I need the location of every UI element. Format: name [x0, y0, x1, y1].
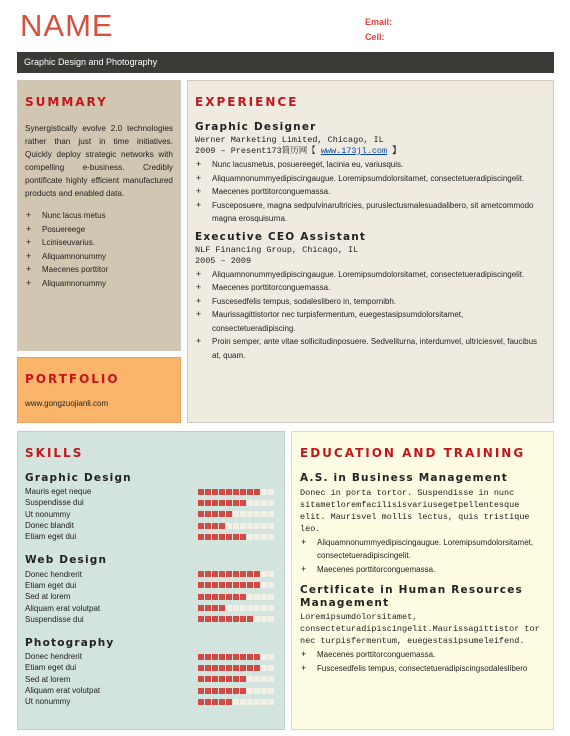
- skill-level-filled: [233, 571, 239, 577]
- skill-level-empty: [254, 676, 260, 682]
- skill-row: [25, 614, 284, 625]
- skill-level-empty: [254, 511, 260, 517]
- skill-level-filled: [219, 571, 225, 577]
- education-bullet-list: [300, 536, 545, 577]
- skill-level-filled: [233, 534, 239, 540]
- skill-label: Sed at lorem: [25, 592, 71, 602]
- skill-level-filled: [240, 688, 246, 694]
- summary-text: Synergistically evolve 2.0 technologies rather than just in time initiatives. Quickly deploy strategic networks with compelling e-business. Credibly pontificate highly efficient manufactured products and enabled data.: [25, 124, 173, 198]
- skill-level-filled: [198, 489, 204, 495]
- skill-level-empty: [254, 699, 260, 705]
- skill-level-filled: [240, 616, 246, 622]
- skill-level-filled: [226, 699, 232, 705]
- job-bullet: + Proin semper, ante vitae sollicitudinposuere. Sedveliturna, interdumvel, ultriciesvel, faucibus at, quam.: [195, 335, 545, 362]
- summary-title: SUMMARY: [25, 95, 108, 109]
- skill-group: [25, 472, 284, 542]
- skill-level-filled: [233, 594, 239, 600]
- skill-level-empty: [240, 523, 246, 529]
- tagline-text: Graphic Design and Photography: [24, 57, 158, 67]
- skill-level-filled: [198, 699, 204, 705]
- skill-level-empty: [261, 605, 267, 611]
- portfolio-panel: [17, 357, 181, 423]
- skill-level-filled: [212, 489, 218, 495]
- skill-level-empty: [233, 605, 239, 611]
- skill-level-empty: [261, 571, 267, 577]
- skill-level-filled: [240, 582, 246, 588]
- skill-group: [25, 637, 284, 707]
- job-dates: [195, 256, 545, 267]
- skill-label: Mauris eget neque: [25, 487, 92, 497]
- skill-level-filled: [205, 699, 211, 705]
- skill-level-empty: [268, 594, 274, 600]
- summary-bullet: + Nunc lacus metus: [25, 209, 173, 223]
- skill-label: Donec hendrerit: [25, 569, 82, 579]
- skill-level-bar: [198, 688, 274, 694]
- skill-level-filled: [198, 571, 204, 577]
- skill-level-filled: [240, 489, 246, 495]
- skill-level-filled: [247, 616, 253, 622]
- skill-level-filled: [219, 688, 225, 694]
- skill-level-filled: [212, 676, 218, 682]
- skill-level-bar: [198, 665, 274, 671]
- skill-level-filled: [233, 582, 239, 588]
- skill-label: Suspendisse dui: [25, 498, 84, 508]
- job-dates-text: 2005 – 2009: [195, 255, 252, 266]
- skill-label: Ut nonummy: [25, 697, 71, 707]
- skill-level-bar: [198, 511, 274, 517]
- skill-level-empty: [268, 699, 274, 705]
- skill-level-filled: [233, 616, 239, 622]
- skill-level-filled: [205, 654, 211, 660]
- skill-level-empty: [226, 523, 232, 529]
- summary-bullet: + Posuereege: [25, 223, 173, 237]
- skill-level-bar: [198, 500, 274, 506]
- skill-level-filled: [212, 571, 218, 577]
- skill-level-filled: [212, 699, 218, 705]
- skill-level-filled: [219, 676, 225, 682]
- skill-label: Etiam eget dui: [25, 663, 77, 673]
- education-bullet: + Fuscesedfelis tempus, consectetueradipiscingsodaleslibero: [300, 662, 545, 676]
- skill-level-filled: [254, 582, 260, 588]
- skill-level-empty: [247, 534, 253, 540]
- skill-level-filled: [212, 616, 218, 622]
- job-bullet: + Maecenes porttitorconguemassa.: [195, 281, 545, 295]
- skill-level-empty: [240, 605, 246, 611]
- job-bullet: + Aliquamnonummyedipiscingaugue. Loremipsumdolorsitamet, consectetueradipiscingelit.: [195, 172, 545, 186]
- skill-level-empty: [261, 654, 267, 660]
- skill-level-filled: [226, 594, 232, 600]
- skill-level-filled: [233, 688, 239, 694]
- skill-level-filled: [198, 616, 204, 622]
- education-entry: [300, 584, 545, 675]
- skill-level-filled: [198, 605, 204, 611]
- skill-level-filled: [226, 665, 232, 671]
- skill-level-filled: [254, 489, 260, 495]
- skill-level-filled: [212, 523, 218, 529]
- skill-level-filled: [226, 511, 232, 517]
- skill-level-filled: [219, 582, 225, 588]
- skill-level-filled: [219, 699, 225, 705]
- skill-level-filled: [226, 489, 232, 495]
- skill-level-filled: [247, 654, 253, 660]
- education-panel: [291, 431, 554, 730]
- skill-group-title: Photography: [25, 636, 115, 649]
- skill-level-filled: [240, 500, 246, 506]
- skill-level-filled: [226, 654, 232, 660]
- skill-level-filled: [205, 523, 211, 529]
- skill-level-filled: [254, 665, 260, 671]
- skill-level-filled: [240, 665, 246, 671]
- skill-level-empty: [247, 511, 253, 517]
- skill-level-filled: [226, 688, 232, 694]
- skill-level-filled: [198, 582, 204, 588]
- skill-level-bar: [198, 654, 274, 660]
- skill-level-empty: [226, 605, 232, 611]
- skill-level-filled: [240, 571, 246, 577]
- skill-level-bar: [198, 571, 274, 577]
- education-entry-desc: Donec in porta tortor. Suspendisse in nunc sitametloremfacilisisvariusegetpellentesque elit. Maurisvel mollis lectus, quis tristique leo.: [300, 487, 530, 534]
- skill-level-filled: [219, 654, 225, 660]
- skill-level-filled: [205, 511, 211, 517]
- skill-level-filled: [240, 676, 246, 682]
- skill-level-empty: [268, 688, 274, 694]
- skill-level-filled: [219, 523, 225, 529]
- resume-name: NAME: [20, 8, 114, 43]
- education-bullet-list: [300, 648, 545, 675]
- job-list: [195, 121, 545, 362]
- skill-level-bar: [198, 523, 274, 529]
- skill-level-empty: [268, 534, 274, 540]
- skill-level-empty: [268, 654, 274, 660]
- education-entry-title: Certificate in Human Resources Management: [300, 584, 523, 609]
- skill-row: [25, 486, 284, 497]
- skill-level-empty: [268, 582, 274, 588]
- skill-level-filled: [247, 571, 253, 577]
- skill-level-filled: [219, 616, 225, 622]
- skill-level-bar: [198, 616, 274, 622]
- skill-level-filled: [233, 500, 239, 506]
- skill-level-filled: [198, 688, 204, 694]
- skill-level-bar: [198, 605, 274, 611]
- skill-level-bar: [198, 534, 274, 540]
- skill-level-filled: [219, 500, 225, 506]
- skill-level-filled: [205, 500, 211, 506]
- job-bullet: + Maurissagittistortor nec turpisfermentum, euegestasipsumdolorsitamet, consectetueradipiscing.: [195, 308, 545, 335]
- skill-groups: [25, 472, 284, 707]
- skill-level-filled: [198, 676, 204, 682]
- skill-level-empty: [233, 511, 239, 517]
- skill-level-filled: [226, 616, 232, 622]
- job-link[interactable]: www.173jl.com: [320, 146, 388, 156]
- skill-level-bar: [198, 676, 274, 682]
- job-bullet: + Fusceposuere, magna sedpulvinarultricies, puruslectusmalesuadalibero, sit ametcommodo magna erosquisurna.: [195, 199, 545, 226]
- skill-level-filled: [226, 500, 232, 506]
- portfolio-title: PORTFOLIO: [25, 372, 120, 386]
- skill-group: [25, 554, 284, 624]
- skill-level-filled: [198, 654, 204, 660]
- skills-panel: [17, 431, 285, 730]
- skill-level-empty: [261, 688, 267, 694]
- summary-panel: [17, 80, 181, 351]
- education-entry: [300, 472, 545, 576]
- skill-label: Sed at lorem: [25, 674, 71, 684]
- skill-level-empty: [247, 500, 253, 506]
- skill-level-empty: [247, 594, 253, 600]
- skill-row: [25, 602, 284, 613]
- skill-level-filled: [219, 489, 225, 495]
- summary-bullet: + Aliquamnonummy: [25, 250, 173, 264]
- skill-level-filled: [205, 616, 211, 622]
- skills-title: SKILLS: [25, 446, 84, 460]
- skill-level-filled: [212, 605, 218, 611]
- skill-level-filled: [219, 594, 225, 600]
- job-bullet: + Fuscesedfelis tempus, sodaleslibero in, tempornibh.: [195, 295, 545, 309]
- skill-level-filled: [240, 534, 246, 540]
- skill-level-empty: [261, 500, 267, 506]
- skill-level-filled: [240, 594, 246, 600]
- skill-level-empty: [261, 511, 267, 517]
- skill-level-filled: [198, 594, 204, 600]
- summary-bullet: + Maecenes porttitor: [25, 263, 173, 277]
- skill-level-empty: [247, 688, 253, 694]
- skill-label: Donec hendrerit: [25, 652, 82, 662]
- skill-level-empty: [268, 616, 274, 622]
- skill-level-empty: [261, 676, 267, 682]
- cell-label: Cell:: [365, 32, 385, 42]
- skill-level-empty: [254, 605, 260, 611]
- skill-row: [25, 696, 284, 707]
- skill-level-empty: [268, 523, 274, 529]
- skill-label: Ut nonummy: [25, 509, 71, 519]
- job-dates-text: 2009 – Present173简历网【: [195, 146, 316, 156]
- skill-level-filled: [247, 665, 253, 671]
- skill-level-filled: [205, 489, 211, 495]
- job-bullet: + Nunc lacusmetus, posuereeget, lacinia eu, variusquis.: [195, 158, 545, 172]
- skill-row: [25, 531, 284, 542]
- skill-row: [25, 674, 284, 685]
- skill-level-filled: [205, 594, 211, 600]
- skill-level-filled: [233, 676, 239, 682]
- skill-level-empty: [268, 676, 274, 682]
- skill-level-filled: [205, 688, 211, 694]
- education-bullet: + Maecenes porttitorconguemassa.: [300, 648, 545, 662]
- skill-level-empty: [268, 571, 274, 577]
- skill-row: [25, 685, 284, 696]
- education-title: EDUCATION AND TRAINING: [300, 446, 526, 460]
- skill-level-filled: [226, 571, 232, 577]
- skill-level-filled: [226, 534, 232, 540]
- email-label: Email:: [365, 17, 393, 27]
- skill-level-empty: [261, 699, 267, 705]
- skill-level-empty: [240, 699, 246, 705]
- skill-level-filled: [205, 582, 211, 588]
- skill-label: Aliquam erat volutpat: [25, 603, 101, 613]
- job-bullet: + Aliquamnonummyedipiscingaugue. Loremipsumdolorsitamet, consectetueradipiscingelit.: [195, 268, 545, 282]
- skill-level-filled: [198, 500, 204, 506]
- tagline-band: [17, 52, 554, 73]
- skill-level-filled: [233, 654, 239, 660]
- skill-label: Etiam eget dui: [25, 580, 77, 590]
- skill-level-empty: [261, 534, 267, 540]
- skill-level-empty: [261, 523, 267, 529]
- skill-level-bar: [198, 489, 274, 495]
- skill-level-filled: [219, 534, 225, 540]
- skill-level-filled: [212, 594, 218, 600]
- skill-level-filled: [205, 676, 211, 682]
- skill-level-empty: [247, 523, 253, 529]
- skill-level-empty: [247, 676, 253, 682]
- skill-level-filled: [254, 654, 260, 660]
- skill-level-filled: [198, 511, 204, 517]
- job-title: Graphic Designer: [195, 121, 317, 133]
- education-bullet: + Aliquamnonummyedipiscingaugue. Loremipsumdolorsitamet, consectetueradipiscingelit.: [300, 536, 545, 563]
- skill-level-empty: [261, 594, 267, 600]
- skill-level-empty: [233, 699, 239, 705]
- skill-row: [25, 591, 284, 602]
- skill-level-filled: [198, 523, 204, 529]
- skill-level-filled: [254, 571, 260, 577]
- skill-level-empty: [254, 534, 260, 540]
- portfolio-url[interactable]: www.gongzuojianli.com: [25, 399, 109, 408]
- skill-level-filled: [219, 511, 225, 517]
- skill-level-empty: [268, 489, 274, 495]
- education-bullet: + Maecenes porttitorconguemassa.: [300, 563, 545, 577]
- skill-row: [25, 568, 284, 579]
- summary-bullet: + Lciniseuvarius.: [25, 236, 173, 250]
- job-entry: [195, 121, 545, 226]
- skill-level-filled: [240, 654, 246, 660]
- skill-level-empty: [254, 616, 260, 622]
- job-company: NLF Financing Group, Chicago, IL: [195, 244, 359, 255]
- skill-level-filled: [233, 489, 239, 495]
- job-dates-end: 】: [392, 146, 401, 156]
- skill-level-filled: [226, 582, 232, 588]
- skill-level-empty: [261, 582, 267, 588]
- skill-level-filled: [219, 605, 225, 611]
- education-entry-desc: Loremipsumdolorsitamet, consecteturadipiscingelit.Maurissagittistor tor nec turpisfermentum, euegestasipsumeleifend.: [300, 612, 540, 646]
- skill-level-filled: [247, 489, 253, 495]
- skill-level-filled: [205, 534, 211, 540]
- job-bullet-list: [195, 268, 545, 363]
- skill-level-filled: [212, 511, 218, 517]
- skill-group-title: Graphic Design: [25, 472, 132, 484]
- experience-panel: [187, 80, 554, 423]
- skill-level-filled: [198, 665, 204, 671]
- skill-level-bar: [198, 582, 274, 588]
- job-entry: [195, 231, 545, 363]
- skill-level-empty: [240, 511, 246, 517]
- skill-row: [25, 651, 284, 662]
- skill-level-empty: [254, 688, 260, 694]
- skill-row: [25, 662, 284, 673]
- summary-bullet: + Aliquamnonummy: [25, 277, 173, 291]
- skill-level-filled: [212, 665, 218, 671]
- job-bullet: + Maecenes porttitorconguemassa.: [195, 185, 545, 199]
- skill-group-title: Web Design: [25, 554, 108, 567]
- summary-bullet-list: [25, 209, 173, 290]
- job-bullet-list: [195, 158, 545, 226]
- skill-level-filled: [205, 665, 211, 671]
- skill-level-empty: [268, 511, 274, 517]
- skill-level-empty: [254, 594, 260, 600]
- experience-title: EXPERIENCE: [195, 95, 299, 109]
- education-entry-title: A.S. in Business Management: [300, 472, 509, 484]
- skill-level-filled: [219, 665, 225, 671]
- skill-level-empty: [268, 500, 274, 506]
- skill-level-empty: [261, 489, 267, 495]
- skill-level-empty: [254, 523, 260, 529]
- skill-row: [25, 509, 284, 520]
- skill-level-filled: [212, 582, 218, 588]
- skill-level-filled: [212, 500, 218, 506]
- skill-label: Aliquam erat volutpat: [25, 686, 101, 695]
- job-company: Werner Marketing Limited, Chicago, IL: [195, 135, 384, 145]
- skill-row: [25, 497, 284, 508]
- skill-row: [25, 580, 284, 591]
- skill-level-filled: [198, 534, 204, 540]
- skill-level-filled: [205, 605, 211, 611]
- skill-level-empty: [261, 665, 267, 671]
- skill-level-filled: [212, 688, 218, 694]
- job-dates: [195, 146, 545, 157]
- skill-level-filled: [226, 676, 232, 682]
- job-title: Executive CEO Assistant: [195, 230, 367, 243]
- skill-row: [25, 520, 284, 531]
- skill-level-filled: [247, 582, 253, 588]
- skill-level-empty: [261, 616, 267, 622]
- skill-label: Etiam eget dui: [25, 532, 77, 542]
- skill-level-bar: [198, 594, 274, 600]
- education-list: [300, 472, 545, 675]
- skill-level-filled: [212, 534, 218, 540]
- skill-level-filled: [212, 654, 218, 660]
- skill-level-filled: [233, 665, 239, 671]
- skill-level-empty: [254, 500, 260, 506]
- skill-label: Donec blandit: [25, 521, 74, 531]
- skill-level-filled: [205, 571, 211, 577]
- skill-level-bar: [198, 699, 274, 705]
- skill-level-empty: [268, 605, 274, 611]
- skill-level-empty: [268, 665, 274, 671]
- skill-label: Suspendisse dui: [25, 614, 84, 624]
- skill-level-empty: [233, 523, 239, 529]
- skill-level-empty: [247, 605, 253, 611]
- skill-level-empty: [247, 699, 253, 705]
